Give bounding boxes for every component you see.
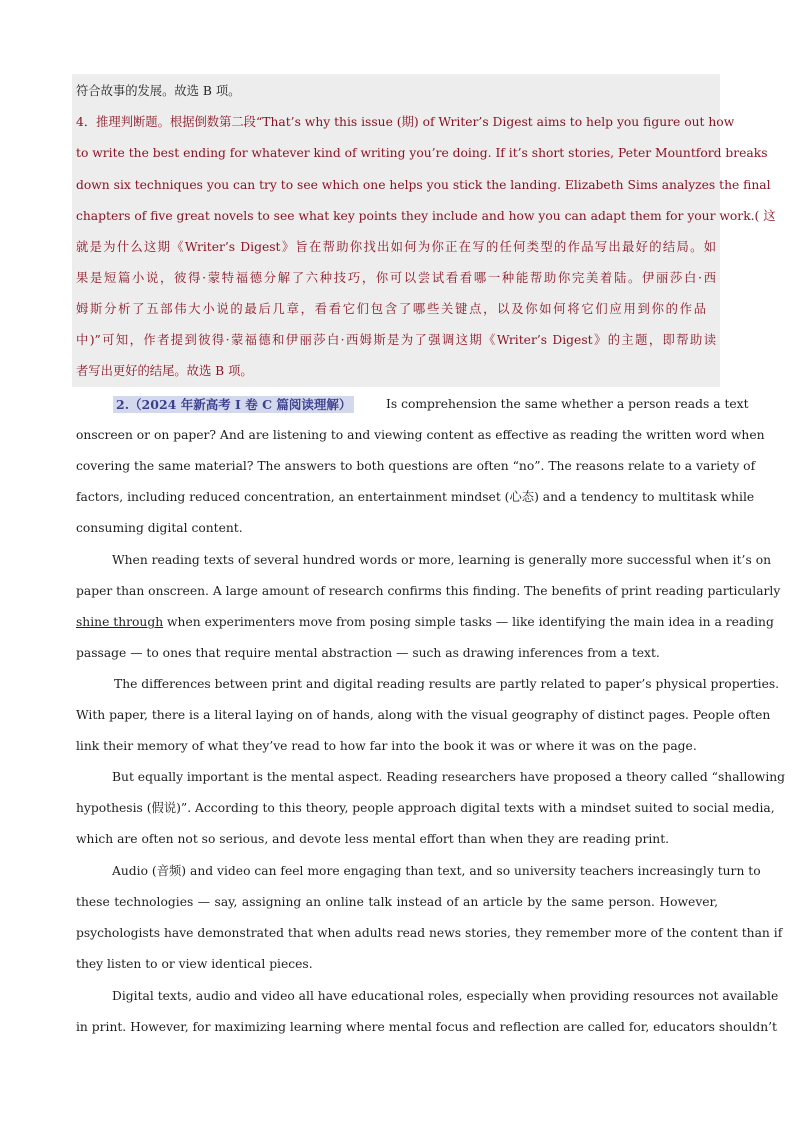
passage-line: factors, including reduced concentration, an entertainment mindset (心态) and a tendency to multitask while bbox=[76, 490, 755, 504]
answer-line: 者写出更好的结尾。故选 B 项。 bbox=[76, 364, 253, 378]
passage-line: they listen to or view identical pieces. bbox=[76, 957, 313, 971]
answer-line: 中)”可知，作者提到彼得·蒙福德和伊丽莎白·西姆斯是为了强调这期《Writer’s Digest》的主题，即帮助读 bbox=[76, 333, 716, 347]
passage-line: onscreen or on paper? And are listening to and viewing content as effective as reading the written word when bbox=[76, 428, 765, 442]
passage-line: link their memory of what they’ve read to how far into the book it was or where it was on the page. bbox=[76, 739, 697, 753]
passage-line: But equally important is the mental aspect. Reading researchers have proposed a theory called “shallowing bbox=[112, 770, 786, 784]
answer-explanation-box bbox=[72, 74, 776, 387]
passage-line: hypothesis (假说)”. According to this theory, people approach digital texts with a mindset suited to social media, bbox=[76, 801, 775, 815]
answer-line: 果是短篇小说，彼得·蒙特福德分解了六种技巧，你可以尝试看看哪一种能帮助你完美着陆。伊丽莎白·西 bbox=[76, 271, 716, 285]
passage-line: The differences between print and digital reading results are partly related to paper’s physical properties. bbox=[114, 677, 780, 691]
passage-line: in print. However, for maximizing learning where mental focus and reflection are called for, educators shouldn’t bbox=[76, 1020, 777, 1034]
passage-line: covering the same material? The answers to both questions are often “no”. The reasons relate to a variety of bbox=[76, 459, 756, 473]
passage-line: Is comprehension the same whether a person reads a text bbox=[386, 397, 749, 411]
passage-line: paper than onscreen. A large amount of research confirms this finding. The benefits of print reading particularly bbox=[76, 584, 781, 598]
answer-line: down six techniques you can try to see which one helps you stick the landing. Elizabeth Sims analyzes the final bbox=[76, 178, 771, 192]
passage-line bbox=[76, 616, 774, 628]
answer-line: 就是为什么这期《Writer’s Digest》旨在帮助你找出如何为你正在写的任何类型的作品写出最好的结局。如 bbox=[76, 240, 716, 254]
answer-line: 姆斯分析了五部伟大小说的最后几章，看看它们包含了哪些关键点，以及你如何将它们应用到你的作品 bbox=[76, 302, 706, 316]
passage-line: Audio (音频) and video can feel more engaging than text, and so university teachers increasingly turn to bbox=[112, 864, 761, 878]
question-label: 2.（2024 年新高考 I 卷 C 篇阅读理解） bbox=[113, 396, 354, 413]
answer-line: 4．推理判断题。根据倒数第二段“That’s why this issue (期) of Writer’s Digest aims to help you figure out how bbox=[76, 115, 735, 129]
passage-line: psychologists have demonstrated that when adults read news stories, they remember more of the content than if bbox=[76, 926, 783, 940]
passage-line: Digital texts, audio and video all have educational roles, especially when providing resources not available bbox=[112, 989, 779, 1003]
answer-line: chapters of five great novels to see what key points they include and how you can adapt them for your work.( 这 bbox=[76, 209, 776, 223]
passage-line: When reading texts of several hundred words or more, learning is generally more successful when it’s on bbox=[112, 553, 772, 567]
passage-text: when experimenters move from posing simple tasks — like identifying the main idea in a reading bbox=[163, 615, 774, 629]
passage-line: consuming digital content. bbox=[76, 521, 243, 535]
underlined-phrase: shine through bbox=[76, 615, 164, 629]
question-heading bbox=[113, 395, 354, 413]
passage-line: these technologies — say, assigning an online talk instead of an article by the same person. However, bbox=[76, 895, 718, 909]
passage-line: passage — to ones that require mental abstraction — such as drawing inferences from a text. bbox=[76, 646, 660, 660]
passage-line: which are often not so serious, and devote less mental effort than when they are reading print. bbox=[76, 832, 670, 846]
passage-line: With paper, there is a literal laying on of hands, along with the visual geography of distinct pages. People often bbox=[76, 708, 771, 722]
answer-line: to write the best ending for whatever kind of writing you’re doing. If it’s short stories, Peter Mountford breaks bbox=[76, 146, 768, 160]
answer-line: 符合故事的发展。故选 B 项。 bbox=[76, 84, 241, 98]
